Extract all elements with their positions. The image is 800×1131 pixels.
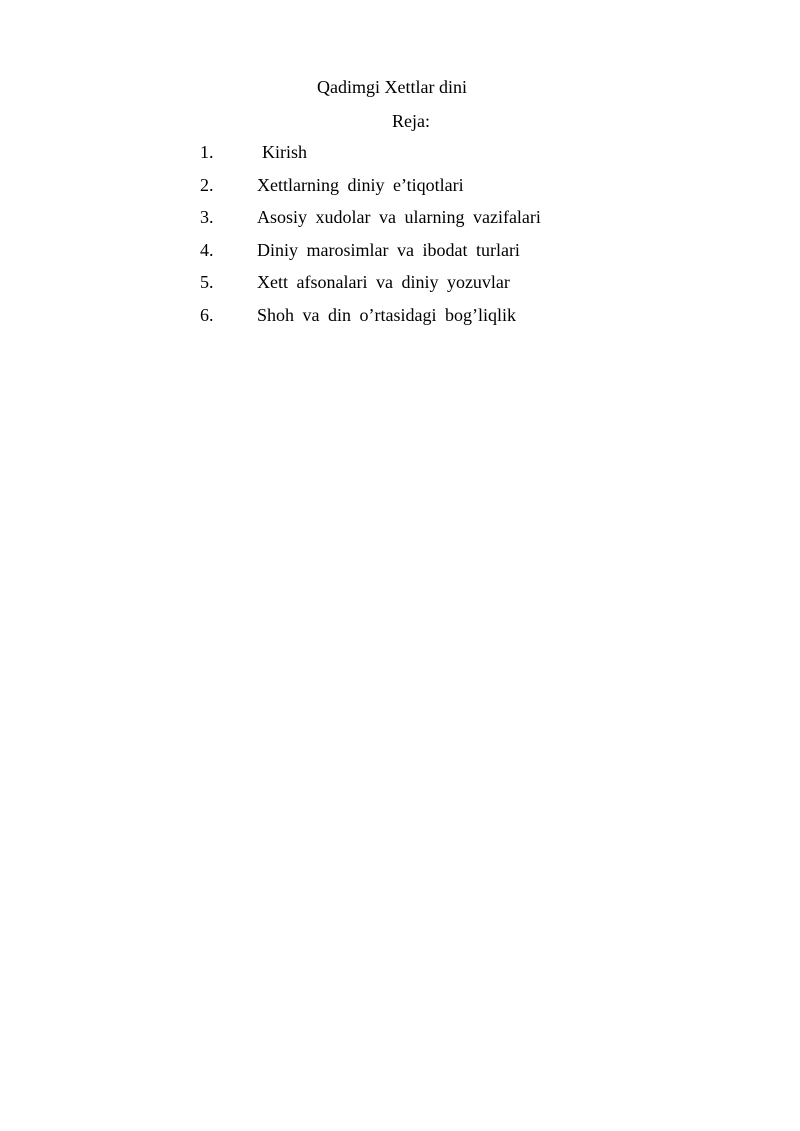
plan-item-text: Diniy marosimlar va ibodat turlari (257, 239, 520, 260)
document-title: Qadimgi Xettlar dini (317, 77, 467, 97)
plan-item-5 (200, 271, 541, 304)
plan-item-text: Kirish (262, 142, 307, 162)
plan-item-text: Xettlarning diniy e’tiqotlari (257, 174, 464, 195)
plan-item-number: 1. (200, 142, 214, 162)
plan-heading: Reja: (392, 111, 430, 131)
plan-item-number: 5. (200, 272, 214, 292)
plan-item-text: Xett afsonalari va diniy yozuvlar (257, 272, 510, 292)
plan-item-text: Shoh va din o’rtasidagi bog’liqlik (257, 304, 516, 325)
plan-list (200, 141, 541, 336)
plan-item-1 (200, 141, 541, 174)
plan-item-2 (200, 174, 541, 207)
plan-item-text: Asosiy xudolar va ularning vazifalari (257, 207, 541, 227)
plan-item-3 (200, 206, 541, 239)
plan-item-number: 3. (200, 207, 214, 227)
plan-item-4 (200, 239, 541, 272)
plan-item-6 (200, 304, 541, 337)
plan-item-number: 4. (200, 239, 214, 260)
plan-item-number: 6. (200, 304, 214, 325)
plan-item-number: 2. (200, 174, 214, 195)
